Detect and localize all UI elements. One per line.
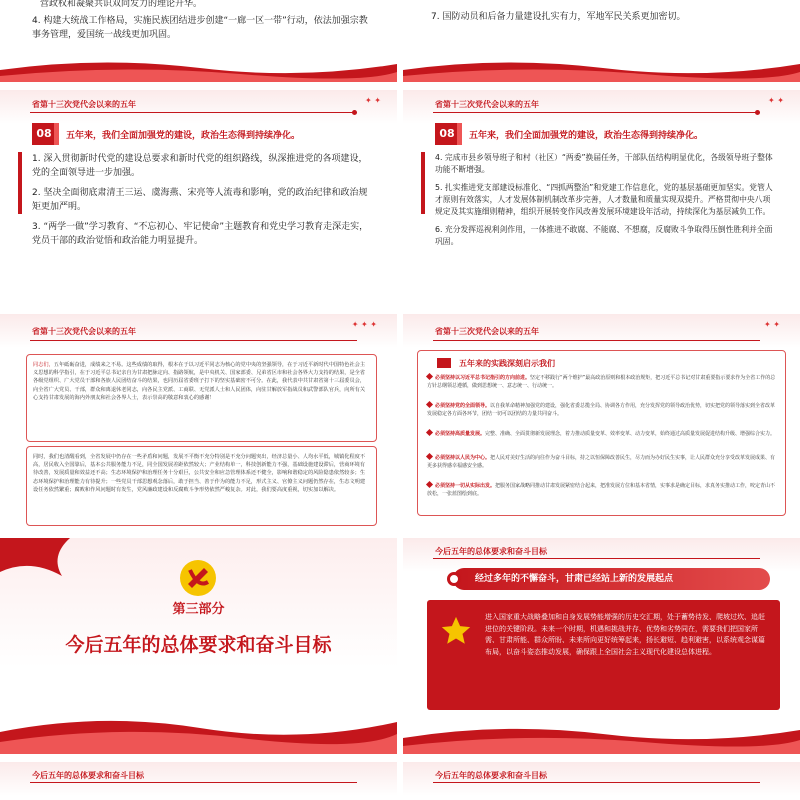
slide-top-left[interactable] bbox=[0, 0, 397, 82]
content-block bbox=[427, 600, 780, 710]
lesson-lead: 必须坚持高质量发展。 bbox=[435, 431, 486, 437]
doves-icon: ✦ ✦ bbox=[764, 320, 780, 329]
section-subhead: 五年来，我们全面加强党的建设，政治生态得到持续净化。 bbox=[66, 131, 301, 141]
flag-icon bbox=[437, 358, 451, 368]
list-item: 6. 充分发挥巡视利剑作用，一体推进不敢腐、不能腐、不想腐，反腐败斗争取得压倒性胜利并全面巩固。 bbox=[435, 225, 773, 246]
summary-text: 同时，我们也清醒看到，全省发展中仍存在一些矛盾和问题，发展不平衡不充分特别是不充分问题突出，经济总量小、人均水平低，城镇化程度不高，居民收入全国靠后，基本公共服务能力不足，同全国发展差距依然较大；产业结构单一，科技创新能力不强，基础设施建设滞后，营商环境有待改善，发展质量和效益还不高；生态环境保护和治理任务十分艰巨，公共安全和应急管理体系还不健全，影响和谐稳定的风险隐患依然较多；生态环境保护和治理能力有待提升；一些党员干部思想观念落后，敢于担当、善于作为的能力不足，形式主义、官僚主义问题仍然存在，生态文明建设任务依然繁重；腐败和作风问题时有发生，党风廉政建设和反腐败斗争形势依然严峻复杂。对此，我们要高度重视，切实加以解决。 bbox=[33, 454, 366, 493]
section-badge: 08 bbox=[435, 123, 459, 145]
highlight-banner: 经过多年的不懈奋斗，甘肃已经站上新的发展起点 bbox=[453, 568, 770, 590]
divider bbox=[433, 112, 760, 113]
item-list bbox=[435, 152, 778, 254]
page-title: 今后五年的总体要求和奋斗目标 bbox=[435, 547, 547, 556]
slide-party-building-1[interactable] bbox=[0, 90, 397, 306]
section-title: 今后五年的总体要求和奋斗目标 bbox=[65, 634, 332, 656]
lesson-item bbox=[427, 454, 778, 470]
divider bbox=[30, 112, 357, 113]
list-item: 7. 国防动员和后备力量建设扎实有力，军地军民关系更加密切。 bbox=[431, 12, 686, 22]
summary-box-2 bbox=[26, 446, 377, 526]
slide-lessons[interactable] bbox=[403, 314, 800, 530]
page-title: 今后五年的总体要求和奋斗目标 bbox=[435, 771, 547, 780]
bullet-icon bbox=[426, 453, 433, 460]
list-item: 1. 深入贯彻新时代党的建设总要求和新时代党的组织路线，纵深推进党的各项建设，党的全面领导进一步加强。 bbox=[32, 154, 368, 178]
accent-bar bbox=[18, 152, 22, 214]
doves-icon: ✦ ✦ bbox=[365, 96, 381, 105]
lesson-item bbox=[427, 374, 778, 390]
doves-icon: ✦ ✦ ✦ bbox=[351, 320, 377, 329]
lesson-text: 以自我革命精神加强党的建设，强化省委总揽全局、协调各方作用，充分发挥党的领导政治优势，切实把党的领导落实到全省改革发展稳定各方面各环节，团结一切可以团结的力量共同奋斗。 bbox=[427, 403, 776, 417]
badge-accent bbox=[54, 123, 59, 145]
slide-section-three[interactable] bbox=[0, 538, 397, 754]
summary-text: 五年砥砺奋进，成绩来之不易。这些成绩的取得，根本在于以习近平同志为核心的党中央的坚强领导，在于习近平新时代中国特色社会主义思想的科学指引，在于习近平总书记亲自为甘肃把脉定向、指路领航，是中央机关、国家部委、兄弟省区市和社会各界大力支持的结果，是全省各级党组织、广大党员干部和各族人民团结奋斗的结果，也同历届省委班子打下的坚实基础密不可分。在此，我代表中共甘肃省第十三届委员会，向全省广大党员、干部，群众和离退休老同志，向各民主党派、工商联、无党派人士和人民团体，向驻甘解放军指战员和武警部队官兵，向所有关心支持甘肃发展的海内外朋友和社会各界人士，表示崇高的敬意和衷心的感谢！ bbox=[33, 362, 366, 401]
accent-bar bbox=[421, 152, 425, 214]
lesson-lead: 必须坚持以习近平总书记指引的方向前进。 bbox=[435, 375, 531, 381]
divider-dot bbox=[755, 110, 760, 115]
divider bbox=[433, 558, 760, 559]
star-icon bbox=[439, 614, 473, 648]
lessons-title: 五年来的实践深刻启示我们 bbox=[459, 359, 555, 368]
slide-party-building-2[interactable] bbox=[403, 90, 800, 306]
red-wave-footer bbox=[403, 714, 800, 754]
part-label: 第三部分 bbox=[172, 602, 225, 617]
bullet-icon bbox=[426, 481, 433, 488]
lesson-text: 完整、准确、全面贯彻新发展理念，着力推动质量变革、效率变革、动力变革，始终通过高质量发展促进结构升级、增强综合实力。 bbox=[485, 431, 776, 437]
lesson-lead: 必须坚持以人民为中心。 bbox=[435, 455, 491, 461]
lesson-lead: 必须坚持党的全面领导。 bbox=[435, 403, 491, 409]
divider bbox=[30, 782, 357, 783]
bullet-icon bbox=[426, 373, 433, 380]
party-emblem-icon bbox=[178, 558, 218, 598]
list-item: 3. “两学一做”学习教育、“不忘初心、牢记使命”主题教育和党史学习教育走深走实，党员干部的政治觉悟和政治能力明显提升。 bbox=[32, 222, 369, 246]
slide-top-right[interactable] bbox=[403, 0, 800, 82]
summary-box-1 bbox=[26, 354, 377, 442]
page-title: 省第十三次党代会以来的五年 bbox=[435, 100, 539, 109]
red-flag-icon bbox=[0, 538, 70, 578]
divider bbox=[30, 340, 357, 341]
content-text: 进入国家重大战略叠加和自身发展势能增强的历史交汇期，处于蓄势待发、爬坡过坎、追赶进位的关键阶段。未来一个时期，机遇和挑战并存、优势和劣势同在，需要我们把国家所需、甘肃所能、群众所盼、未来所向更好统筹起来，扬长避短、趋利避害，以系统观念谋篇布局，以奋斗姿态推动发展，确保跟上全国社会主义现代化建设总体进程。 bbox=[485, 613, 765, 656]
list-item: 5. 扎实推进党支部建设标准化、“四抓两整治”和党建工作信息化，党的基层基础更加坚实。党管人才原则有效落实，人才发展体制机制改革步完善，人才数量和质量实现双提升。严格贯彻中央八项规定及其实施细则精神，组织开展转变作风改善发展环境建设年活动，持续深化为基层减负工作。 bbox=[435, 183, 773, 216]
red-wave-footer bbox=[0, 52, 397, 82]
list-item: 4. 完成市县乡领导班子和村（社区）“两委”换届任务，干部队伍结构明显优化，各级领导班子整体功能不断增强。 bbox=[435, 153, 773, 174]
slide-bottom-right[interactable] bbox=[403, 762, 800, 800]
slide-bottom-left[interactable] bbox=[0, 762, 397, 800]
doves-icon: ✦ ✦ bbox=[768, 96, 784, 105]
lesson-item bbox=[427, 430, 778, 438]
divider bbox=[433, 782, 760, 783]
section-badge: 08 bbox=[32, 123, 56, 145]
red-wave-footer bbox=[403, 52, 800, 82]
bullet-icon bbox=[426, 401, 433, 408]
divider-dot bbox=[352, 110, 357, 115]
page-title: 省第十三次党代会以来的五年 bbox=[32, 100, 136, 109]
list-item: 2. 坚决全面彻底肃清王三运、虞海燕、宋亮等人流毒和影响，党的政治纪律和政治规矩更加严明。 bbox=[32, 188, 368, 212]
lesson-text: 坚定不移践行“两个维护”最高政治原则和根本政治规矩，把习近平总书记对甘肃重要指示要求作为全省工作的总方针总纲领总遵循，做到思想统一、意志统一、行动统一。 bbox=[427, 375, 776, 389]
lesson-text: 把人民对美好生活的向往作为奋斗目标，持之以恒保障改善民生，尽力而为办好民生实事，让人民群众充分享受改革发展成果、有更多获得感幸福感安全感。 bbox=[427, 455, 776, 469]
list-item: 营政权和凝聚共识双向发力的理论升华。 bbox=[40, 0, 203, 9]
list-item: 4. 构建大统战工作格局，实施民族团结进步创建“一廊一区一带”行动，依法加强宗教事务管理，爱国统一战线更加巩固。 bbox=[32, 16, 368, 40]
slide-summary[interactable] bbox=[0, 314, 397, 530]
page-title: 今后五年的总体要求和奋斗目标 bbox=[32, 771, 144, 780]
lesson-item bbox=[427, 402, 778, 418]
lesson-lead: 必须坚持一切从实际出发。 bbox=[435, 483, 496, 489]
slide-new-starting-point[interactable] bbox=[403, 538, 800, 754]
banner-dot bbox=[447, 572, 461, 586]
page-title: 省第十三次党代会以来的五年 bbox=[435, 327, 539, 336]
lesson-text: 把服务国家战略同推动甘肃发展紧密结合起来，把准发展方位和基本省情，实事求是确定目标，求真务实推动工作，咬定青山不放松，一张蓝图绘到底。 bbox=[427, 483, 776, 497]
bullet-icon bbox=[426, 429, 433, 436]
summary-lead: 同志们， bbox=[33, 362, 54, 368]
section-subhead: 五年来，我们全面加强党的建设，政治生态得到持续净化。 bbox=[469, 131, 704, 141]
badge-accent bbox=[457, 123, 462, 145]
page-title: 省第十三次党代会以来的五年 bbox=[32, 327, 136, 336]
item-list bbox=[32, 152, 375, 254]
divider bbox=[433, 340, 760, 341]
lesson-item bbox=[427, 482, 778, 498]
red-wave-footer bbox=[0, 704, 397, 754]
